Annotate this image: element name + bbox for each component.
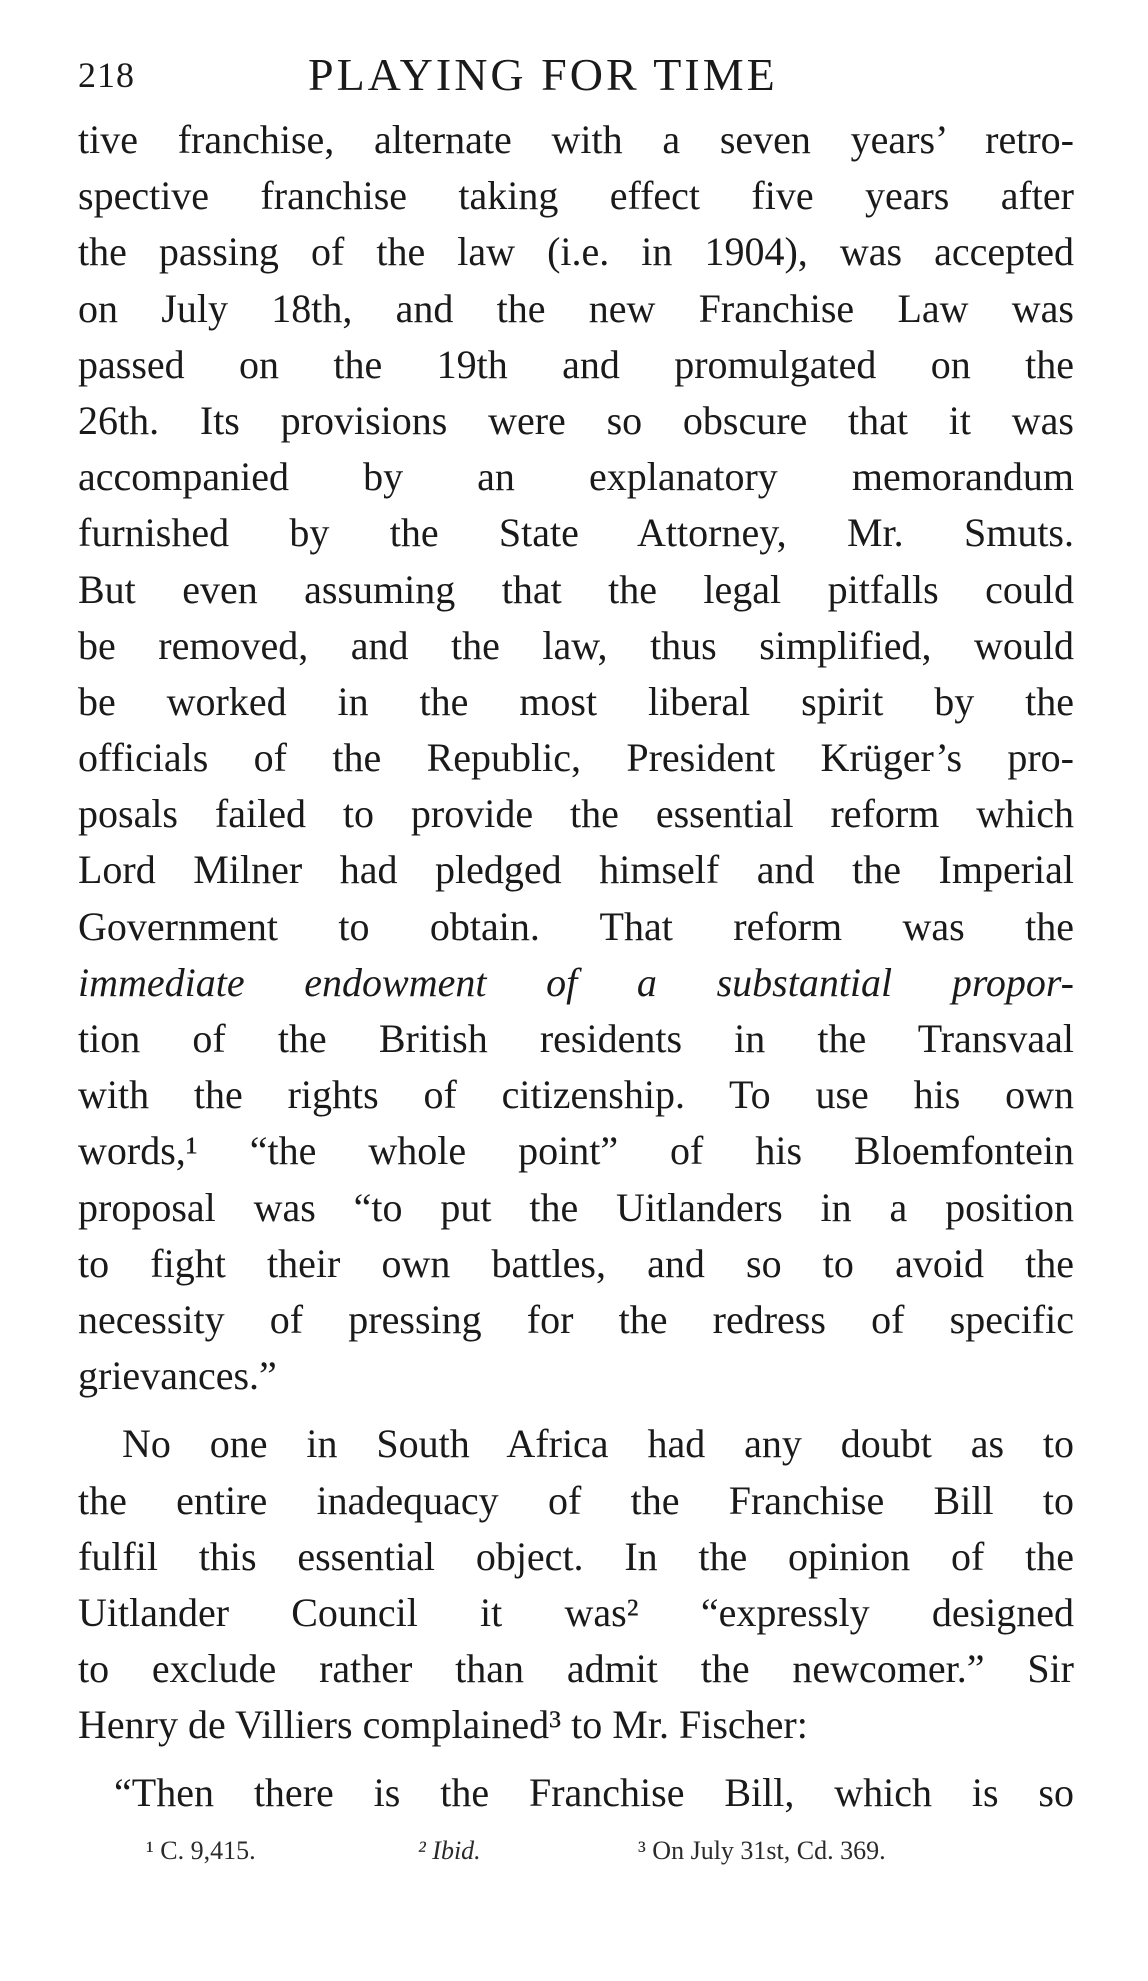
text-line: tion of the British residents in the Transvaal: [78, 1016, 1074, 1061]
page-header: [78, 48, 1078, 108]
text-line: the entire inadequacy of the Franchise Bill to: [78, 1477, 1074, 1523]
text-line: Henry de Villiers complained³ to Mr. Fischer:: [78, 1702, 808, 1748]
text-line: officials of the Republic, President Krüger’s pro-: [78, 735, 1074, 781]
text-line: Government to obtain. That reform was the: [78, 903, 1074, 949]
footnote-1: ¹ C. 9,415.: [146, 1836, 256, 1865]
text-line: proposal was “to put the Uitlanders in a position: [78, 1184, 1074, 1230]
text-line: spective franchise taking effect five years after: [78, 173, 1074, 219]
body-text: [78, 112, 1074, 1822]
paragraph-start-line: No one in South Africa had any doubt as to: [122, 1421, 1074, 1467]
text-line: Uitlander Council it was² “expressly designed: [78, 1589, 1074, 1635]
text-line: necessity of pressing for the redress of specific: [78, 1296, 1074, 1342]
text-line: be worked in the most liberal spirit by the: [78, 678, 1074, 724]
text-line: the passing of the law (i.e. in 1904), was accepted: [78, 229, 1074, 275]
text-line: 26th. Its provisions were so obscure that it was: [78, 397, 1074, 443]
footnote-2: ² Ibid.: [418, 1836, 481, 1865]
page-number: 218: [78, 55, 135, 95]
text-line: be removed, and the law, thus simplified, would: [78, 622, 1074, 668]
text-line: words,¹ “the whole point” of his Bloemfontein: [78, 1128, 1074, 1174]
text-line: with the rights of citizenship. To use his own: [78, 1072, 1074, 1118]
text-line: fulfil this essential object. In the opinion of the: [78, 1533, 1074, 1579]
text-line: passed on the 19th and promulgated on the: [78, 341, 1074, 387]
text-line: grievances.”: [78, 1353, 277, 1399]
text-line: on July 18th, and the new Franchise Law was: [78, 285, 1074, 331]
running-head: PLAYING FOR TIME: [308, 49, 778, 100]
text-line: tive franchise, alternate with a seven years’ retro-: [78, 117, 1074, 162]
text-line: accompanied by an explanatory memorandum: [78, 454, 1074, 500]
text-line: immediate endowment of a substantial propor-: [78, 959, 1074, 1005]
text-line: posals failed to provide the essential reform which: [78, 791, 1074, 837]
footnote-3: ³ On July 31st, Cd. 369.: [638, 1836, 886, 1865]
text-line: to fight their own battles, and so to avoid the: [78, 1240, 1074, 1286]
text-line: But even assuming that the legal pitfalls could: [78, 566, 1074, 612]
text-line: furnished by the State Attorney, Mr. Smuts.: [78, 510, 1074, 556]
text-line: Lord Milner had pledged himself and the Imperial: [78, 847, 1074, 893]
text-line: to exclude rather than admit the newcomer.” Sir: [78, 1646, 1074, 1692]
footnotes: [0, 1836, 1148, 1876]
quotation-line: “Then there is the Franchise Bill, which is so: [114, 1770, 1074, 1816]
